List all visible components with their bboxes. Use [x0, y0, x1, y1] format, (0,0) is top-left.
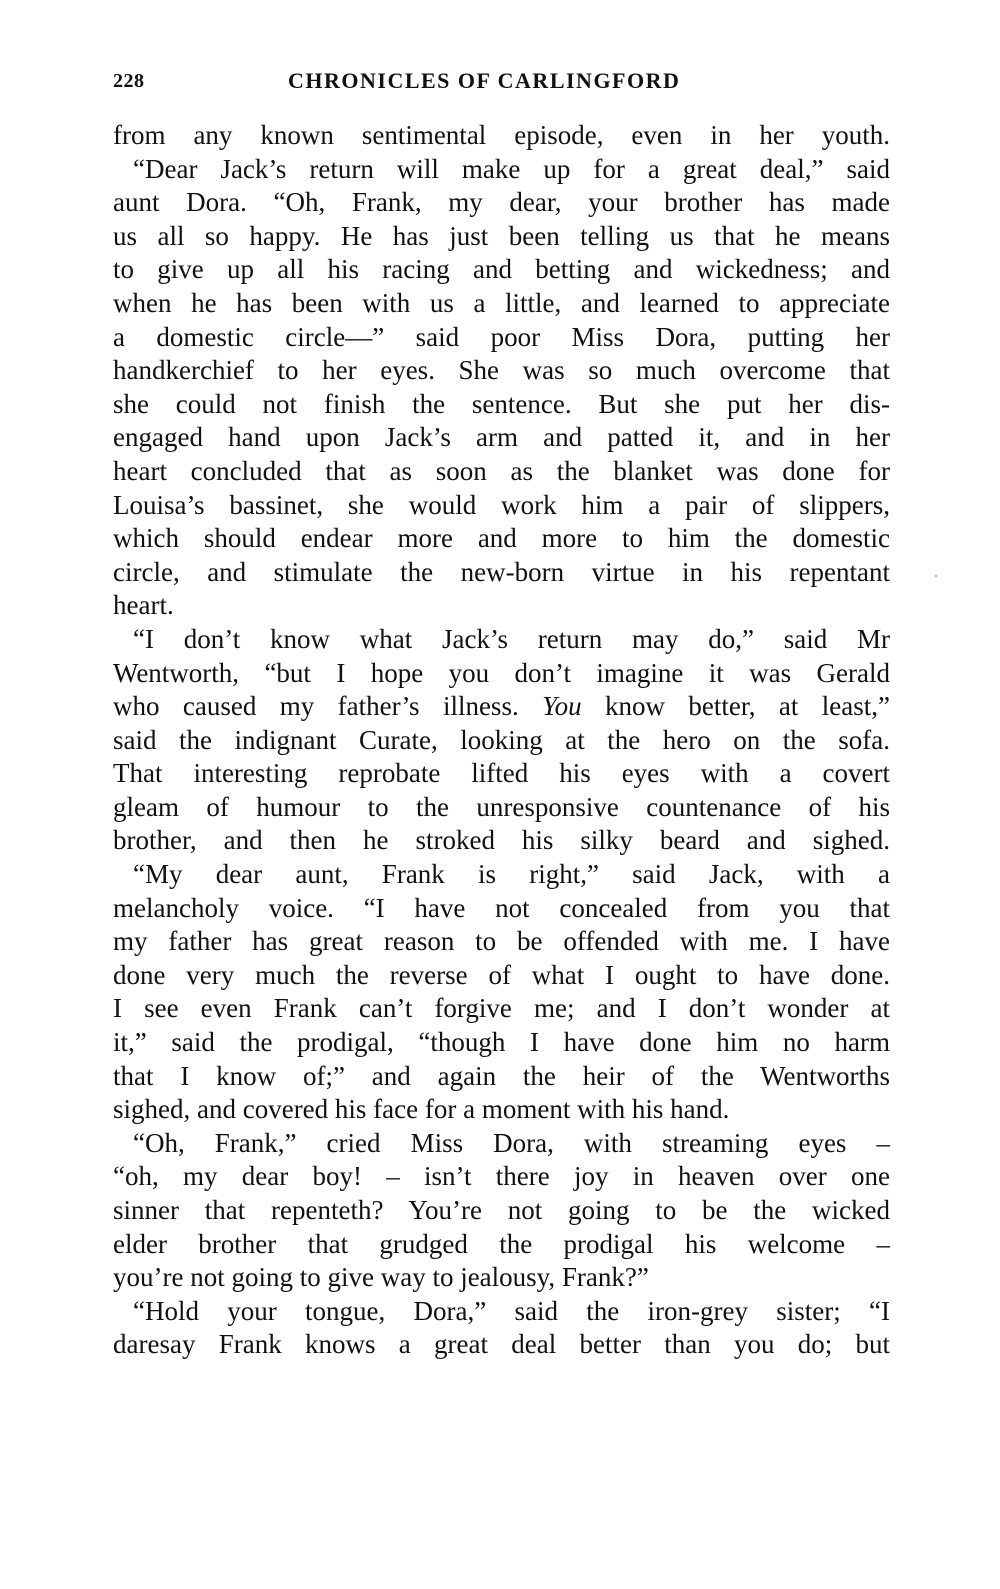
- text-line: aunt Dora. “Oh, Frank, my dear, your brother has made: [113, 187, 890, 218]
- text-segment: know better, at least,”: [605, 691, 891, 722]
- text-line: “Hold your tongue, Dora,” said the iron-grey sister; “I: [133, 1295, 890, 1326]
- text-segment: who caused my father’s illness.: [113, 691, 519, 722]
- page-number: 228: [113, 70, 145, 92]
- text-line: my father has great reason to be offended with me. I have: [113, 926, 890, 957]
- running-title: CHRONICLES OF CARLINGFORD: [288, 68, 681, 93]
- text-line: sinner that repenteth? You’re not going to be the wicked: [113, 1195, 890, 1225]
- text-line: to give up all his racing and betting and wickedness; and: [113, 254, 890, 285]
- text-line: That interesting reprobate lifted his eyes with a covert: [113, 758, 890, 789]
- italic-emphasis: You: [542, 691, 582, 722]
- text-line: it,” said the prodigal, “though I have done him no harm: [113, 1027, 890, 1058]
- running-head: [113, 66, 890, 102]
- text-line: which should endear more and more to him the domestic: [113, 523, 890, 554]
- scan-speck: [935, 575, 937, 577]
- text-line: Louisa’s bassinet, she would work him a pair of slippers,: [113, 489, 890, 520]
- body-text: [113, 119, 890, 1362]
- text-line: done very much the reverse of what I ought to have done.: [113, 959, 890, 990]
- text-line: “oh, my dear boy! – isn’t there joy in heaven over one: [113, 1161, 890, 1192]
- text-line: engaged hand upon Jack’s arm and patted it, and in her: [113, 422, 890, 453]
- text-line: gleam of humour to the unresponsive countenance of his: [113, 791, 890, 822]
- text-line: “My dear aunt, Frank is right,” said Jack, with a: [133, 859, 890, 890]
- text-line: you’re not going to give way to jealousy, Frank?”: [113, 1262, 649, 1293]
- text-line: sighed, and covered his face for a moment with his hand.: [113, 1094, 730, 1125]
- text-line: heart.: [113, 590, 174, 621]
- text-line: “Dear Jack’s return will make up for a great deal,” said: [133, 153, 890, 184]
- text-line: she could not finish the sentence. But she put her dis-: [113, 388, 890, 419]
- text-line: [113, 690, 890, 724]
- text-line: I see even Frank can’t forgive me; and I don’t wonder at: [113, 993, 890, 1024]
- text-line: us all so happy. He has just been telling us that he means: [113, 220, 890, 251]
- text-line: brother, and then he stroked his silky beard and sighed.: [113, 825, 890, 856]
- text-line: melancholy voice. “I have not concealed from you that: [113, 892, 890, 923]
- text-line: handkerchief to her eyes. She was so much overcome that: [113, 355, 890, 386]
- text-line: a domestic circle—” said poor Miss Dora, putting her: [113, 321, 890, 352]
- text-line: from any known sentimental episode, even in her youth.: [113, 120, 890, 150]
- text-line: heart concluded that as soon as the blanket was done for: [113, 455, 890, 486]
- text-line: that I know of;” and again the heir of the Wentworths: [113, 1060, 890, 1091]
- text-line: “I don’t know what Jack’s return may do,” said Mr: [133, 623, 890, 654]
- text-line: daresay Frank knows a great deal better than you do; but: [113, 1329, 890, 1360]
- text-line: said the indignant Curate, looking at the hero on the sofa.: [113, 724, 890, 755]
- text-line: circle, and stimulate the new-born virtue in his repentant: [113, 556, 890, 587]
- text-line: “Oh, Frank,” cried Miss Dora, with streaming eyes –: [133, 1127, 890, 1158]
- text-line: elder brother that grudged the prodigal his welcome –: [113, 1228, 890, 1259]
- text-line: Wentworth, “but I hope you don’t imagine it was Gerald: [113, 657, 890, 688]
- text-line: when he has been with us a little, and learned to appreciate: [113, 287, 890, 318]
